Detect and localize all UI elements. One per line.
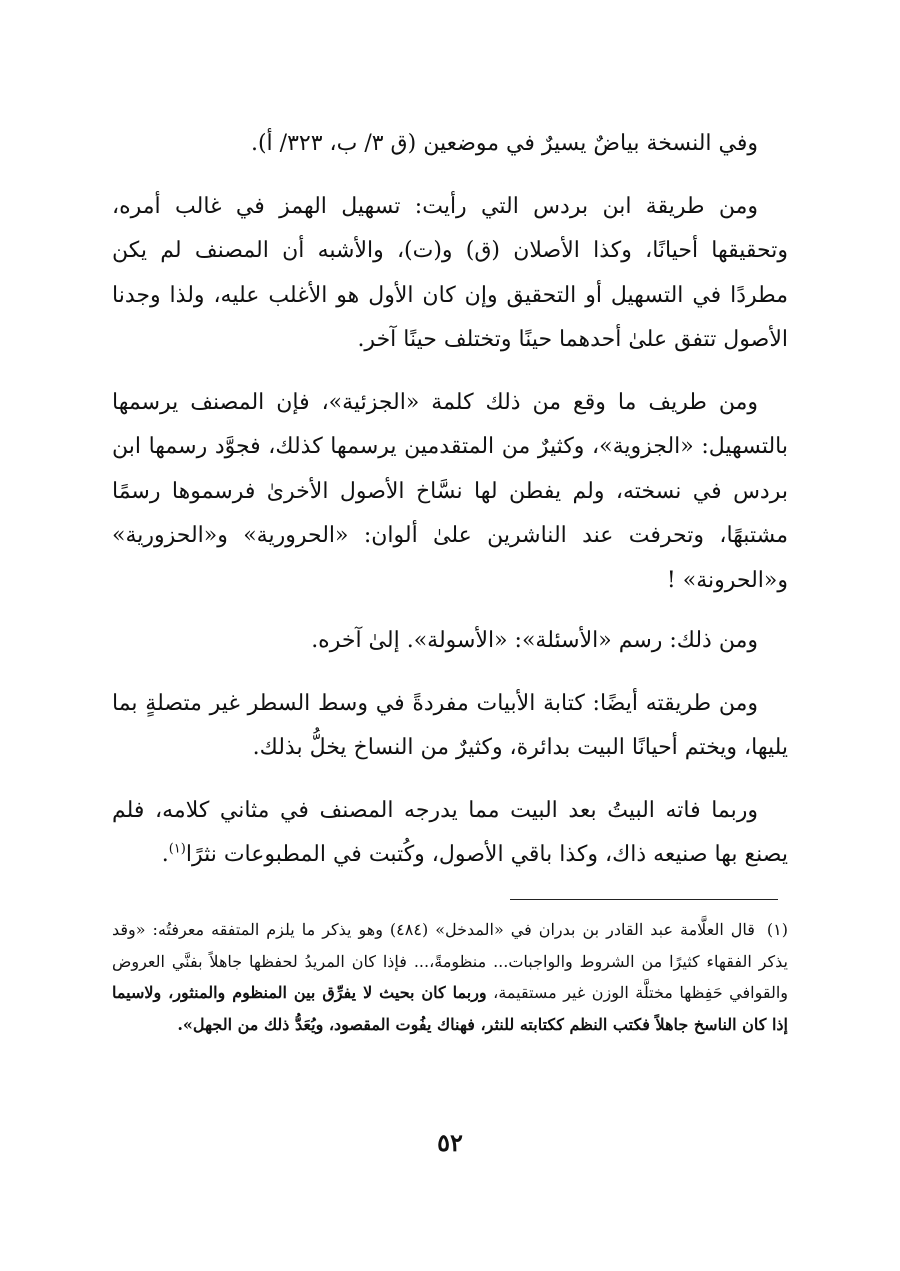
paragraph-6-text: وربما فاته البيتُ بعد البيت مما يدرجه المصنف في مثاني كلامه، فلم يصنع بها صنيعه ذاك، وكذا باقي الأصول، وكُتبت في المطبوعات نثرًا [112, 797, 788, 867]
paragraph-1: وفي النسخة بياضٌ يسيرٌ في موضعين (ق ٣/ ب، ٣٢٣/ أ). [250, 131, 758, 156]
paragraph-2: ومن طريقة ابن بردس التي رأيت: تسهيل الهمز في غالب أمره، وتحقيقها أحيانًا، وكذا الأصلان (ق) و(ت)، والأشبه أن المصنف لم يكن مطردًا في التسهيل أو التحقيق وإن كان الأول هو الأغلب عليه، ولذا وجدنا الأصول تتفق علىٰ أحدهما حينًا وتختلف حينًا آخر. [112, 193, 788, 352]
main-text [112, 122, 788, 878]
paragraph-6-end: . [161, 842, 169, 867]
paragraph-5: ومن طريقته أيضًا: كتابة الأبيات مفردةً في وسط السطر غير متصلةٍ بما يليها، ويختم أحيانًا البيت بدائرة، وكثيرٌ من النساخ يخلُّ بذلك. [112, 690, 788, 760]
footnote-divider [510, 899, 778, 900]
footnote-text: قال العلَّامة عبد القادر بن بدران في «المدخل» (٤٨٤) وهو يذكر ما يلزم المتفقه معرفتُه: «وقد يذكر الفقهاء كثيرًا من الشروط والواجبات... منظومةً،... فإذا كان المريدُ لحفظها جاهلاً بفنَّي العروض والقوافي حَفِظها مختلَّة الوزن غير مستقيمة، [112, 920, 789, 1002]
paragraph-6 [112, 789, 788, 878]
footnote-reference[interactable]: (١) [168, 841, 186, 857]
footnote-number: (١) [766, 920, 789, 939]
footnote [112, 914, 788, 1040]
footnote-text-bold: وربما كان بحيث لا يفرِّق بين المنظوم والمنثور، ولاسيما إذا كان الناسخ جاهلاً فكتب النظم ككتابته للنثر، فهناك يفُوت المقصود، ويُعَدُّ ذلك من الجهل». [112, 983, 788, 1034]
paragraph-4: ومن ذلك: رسم «الأسئلة»: «الأسولة». إلىٰ آخره. [311, 628, 758, 653]
paragraph-3: ومن طريف ما وقع من ذلك كلمة «الجزئية»، فإن المصنف يرسمها بالتسهيل: «الجزوية»، وكثيرٌ من المتقدمين يرسمها كذلك، فجوَّد رسمها ابن بردس في نسخته، ولم يفطن لها نسَّاخ الأصول الأخرىٰ فرسموها رسمًا مشتبهًا، وتحرفت عند الناشرين علىٰ ألوان: «الحرورية» و«الحزورية» و«الحرونة» ! [112, 389, 788, 593]
page-number: ٥٢ [437, 1128, 463, 1157]
